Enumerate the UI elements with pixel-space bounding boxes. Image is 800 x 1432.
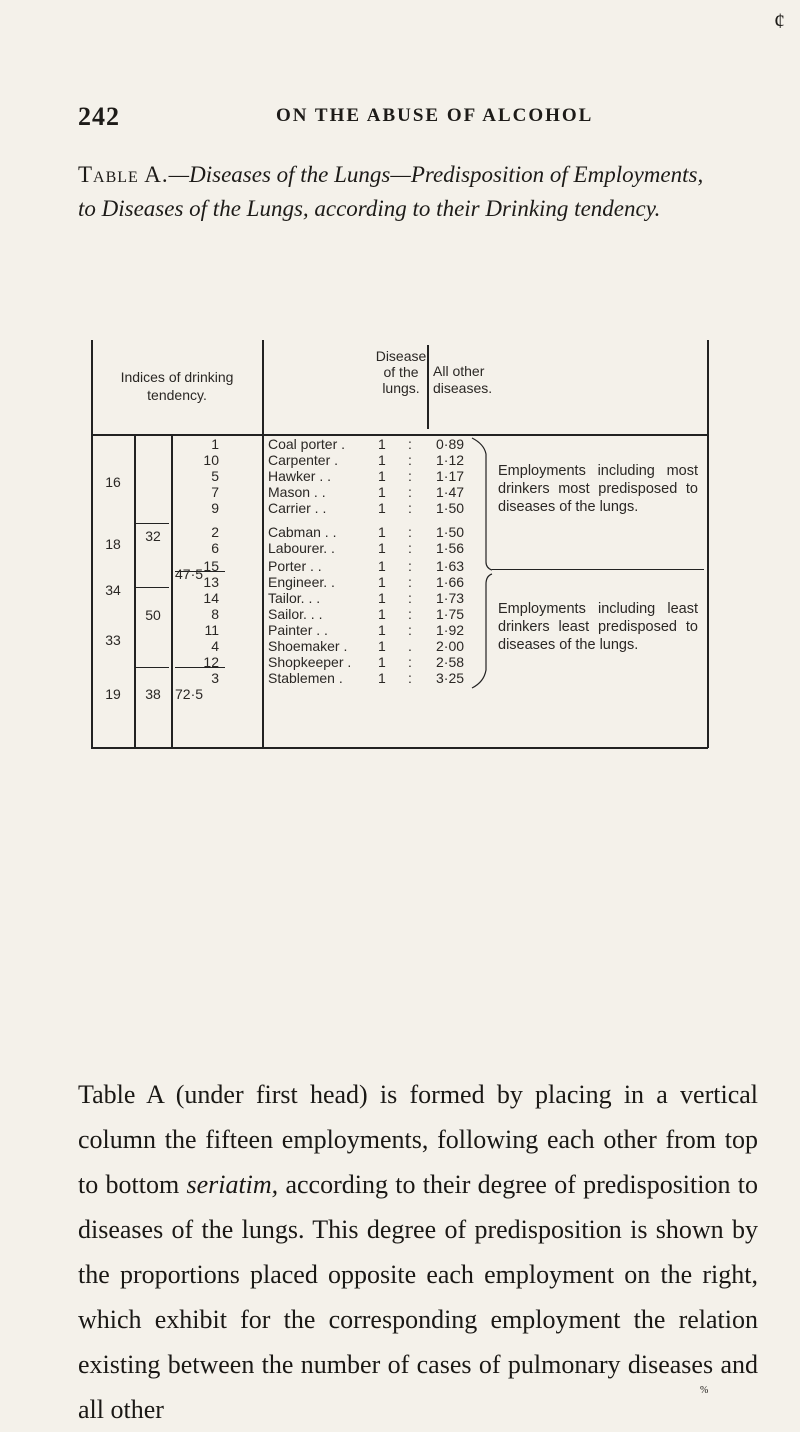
employment-name: Engineer. . xyxy=(268,574,335,590)
employment-name: Carpenter . xyxy=(268,452,339,468)
ratio-separator: : xyxy=(408,436,412,452)
ratio-separator: : xyxy=(408,484,412,500)
col1a-value: 19 xyxy=(105,686,121,702)
lungs-ratio: 1 xyxy=(378,654,386,670)
lungs-ratio: 1 xyxy=(378,484,386,500)
col1a-value: 16 xyxy=(105,474,121,490)
table-divider-headers xyxy=(427,345,429,429)
body-text-1: Table A (under first head) is formed by placing in a vertical column the fifteen employments, following each other from top to bottom xyxy=(78,1080,758,1199)
lungs-ratio: 1 xyxy=(378,436,386,452)
header-indices: Indices of drinking tendency. xyxy=(120,369,234,403)
table-divider-indices xyxy=(262,340,264,748)
col3-value: 1 xyxy=(211,436,219,452)
col1b-value: 32 xyxy=(145,528,161,544)
lungs-ratio: 1 xyxy=(378,524,386,540)
table-bottom-border xyxy=(91,747,708,749)
ratio-separator: : xyxy=(408,540,412,556)
col3-value: 11 xyxy=(204,622,219,638)
corner-mark: ¢ xyxy=(774,8,785,33)
brace-least xyxy=(472,574,492,688)
lungs-ratio: 1 xyxy=(378,452,386,468)
other-ratio: 1·66 xyxy=(436,574,465,590)
other-ratio: 1·50 xyxy=(436,500,465,516)
other-ratio: 0·89 xyxy=(436,436,465,452)
ratio-separator: : xyxy=(408,670,412,686)
other-ratio: 2·58 xyxy=(436,654,465,670)
ratio-separator: : xyxy=(408,468,412,484)
col1b-value: 38 xyxy=(145,686,161,702)
table-header-rule xyxy=(91,434,708,436)
other-ratio: 3·25 xyxy=(436,670,465,686)
lungs-ratio: 1 xyxy=(378,670,386,686)
header-disease-lungs: Disease of the lungs. xyxy=(375,348,427,396)
ratio-separator: : xyxy=(408,622,412,638)
employment-name: Sailor. . . xyxy=(268,606,323,622)
caption-title: —Diseases of the Lungs—Predisposition of Employments, to Diseases of the Lungs, according to their Drinking tendency. xyxy=(78,162,704,221)
ratio-separator: . xyxy=(408,638,412,654)
header-all-other: All other diseases. xyxy=(433,363,493,396)
other-ratio: 1·73 xyxy=(436,590,465,606)
running-head: ON THE ABUSE OF ALCOHOL xyxy=(276,105,594,126)
ratio-separator: : xyxy=(408,606,412,622)
employment-name: Stablemen . xyxy=(268,670,343,686)
other-ratio: 2·00 xyxy=(436,638,465,654)
employment-name: Porter . . xyxy=(268,558,322,574)
ratio-separator: : xyxy=(408,558,412,574)
other-ratio: 1·92 xyxy=(436,622,465,638)
col1a-value: 33 xyxy=(105,632,121,648)
other-ratio: 1·63 xyxy=(436,558,465,574)
employment-name: Mason . . xyxy=(268,484,326,500)
col3-value: 5 xyxy=(211,468,219,484)
note-least-drinkers: Employments including least drinkers least predisposed to diseases of the lungs. xyxy=(498,601,698,653)
lungs-ratio: 1 xyxy=(378,638,386,654)
other-ratio: 1·12 xyxy=(436,452,465,468)
caption-label: Table A. xyxy=(78,162,169,187)
col1a-value: 18 xyxy=(105,536,121,552)
other-ratio: 1·56 xyxy=(436,540,465,556)
col3-value: 15 xyxy=(203,558,219,574)
body-text-italic: seriatim, xyxy=(186,1170,279,1199)
col3-value: 3 xyxy=(211,670,219,686)
note-most-drinkers: Employments including most drinkers most predisposed to diseases of the lungs. xyxy=(498,463,698,515)
employment-name: Shopkeeper . xyxy=(268,654,352,670)
col3-value: 13 xyxy=(203,574,219,590)
table-divider-col2 xyxy=(171,434,173,748)
col3-value: 9 xyxy=(211,500,219,516)
col3-value: 10 xyxy=(203,452,219,468)
lungs-ratio: 1 xyxy=(378,500,386,516)
body-paragraph xyxy=(78,1072,758,1432)
table-right-border xyxy=(707,340,709,748)
lungs-ratio: 1 xyxy=(378,590,386,606)
ratio-separator: : xyxy=(408,654,412,670)
employment-name: Coal porter . xyxy=(268,436,346,452)
ratio-separator: : xyxy=(408,452,412,468)
employment-name: Hawker . . xyxy=(268,468,332,484)
col3-value: 14 xyxy=(203,590,219,606)
col3-value: 7 xyxy=(211,484,219,500)
col3-value: 8 xyxy=(211,606,219,622)
employment-name: Tailor. . . xyxy=(268,590,321,606)
ratio-separator: : xyxy=(408,590,412,606)
lungs-ratio: 1 xyxy=(378,558,386,574)
col2-value: 47·5 xyxy=(175,566,204,582)
lungs-ratio: 1 xyxy=(378,540,386,556)
group-separator-rule xyxy=(492,569,704,570)
ratio-separator: : xyxy=(408,524,412,540)
ratio-separator: : xyxy=(408,500,412,516)
rule-col2-c xyxy=(136,667,169,668)
rule-col2-a xyxy=(136,523,169,524)
other-ratio: 1·50 xyxy=(436,524,465,540)
body-text-2: according to their degree of predisposition to diseases of the lungs. This degree of predisposition is shown by the proportions placed opposite each employment on the right, which exhibit for the corresponding employment the relation existing between the number of cases of pulmonary diseases and all other xyxy=(78,1170,758,1424)
col3-value: 4 xyxy=(211,638,219,654)
employment-name: Cabman . . xyxy=(268,524,337,540)
employment-name: Shoemaker . xyxy=(268,638,348,654)
brace-most xyxy=(472,438,492,570)
lungs-ratio: 1 xyxy=(378,574,386,590)
employment-name: Carrier . . xyxy=(268,500,327,516)
lungs-ratio: 1 xyxy=(378,468,386,484)
col2-value: 72·5 xyxy=(175,686,204,702)
other-ratio: 1·47 xyxy=(436,484,465,500)
employment-name: Labourer. . xyxy=(268,540,335,556)
ratio-separator: : xyxy=(408,574,412,590)
other-ratio: 1·75 xyxy=(436,606,465,622)
employment-name: Painter . . xyxy=(268,622,328,638)
lungs-ratio: 1 xyxy=(378,622,386,638)
col3-value: 12 xyxy=(203,654,219,670)
foot-mark: % xyxy=(700,1385,709,1396)
lungs-ratio: 1 xyxy=(378,606,386,622)
col1b-value: 50 xyxy=(145,607,161,623)
other-ratio: 1·17 xyxy=(436,468,465,484)
rule-col2-b xyxy=(136,587,169,588)
col3-value: 2 xyxy=(211,524,219,540)
col1a-value: 34 xyxy=(105,582,121,598)
page-number: 242 xyxy=(78,102,120,131)
col3-value: 6 xyxy=(211,540,219,556)
